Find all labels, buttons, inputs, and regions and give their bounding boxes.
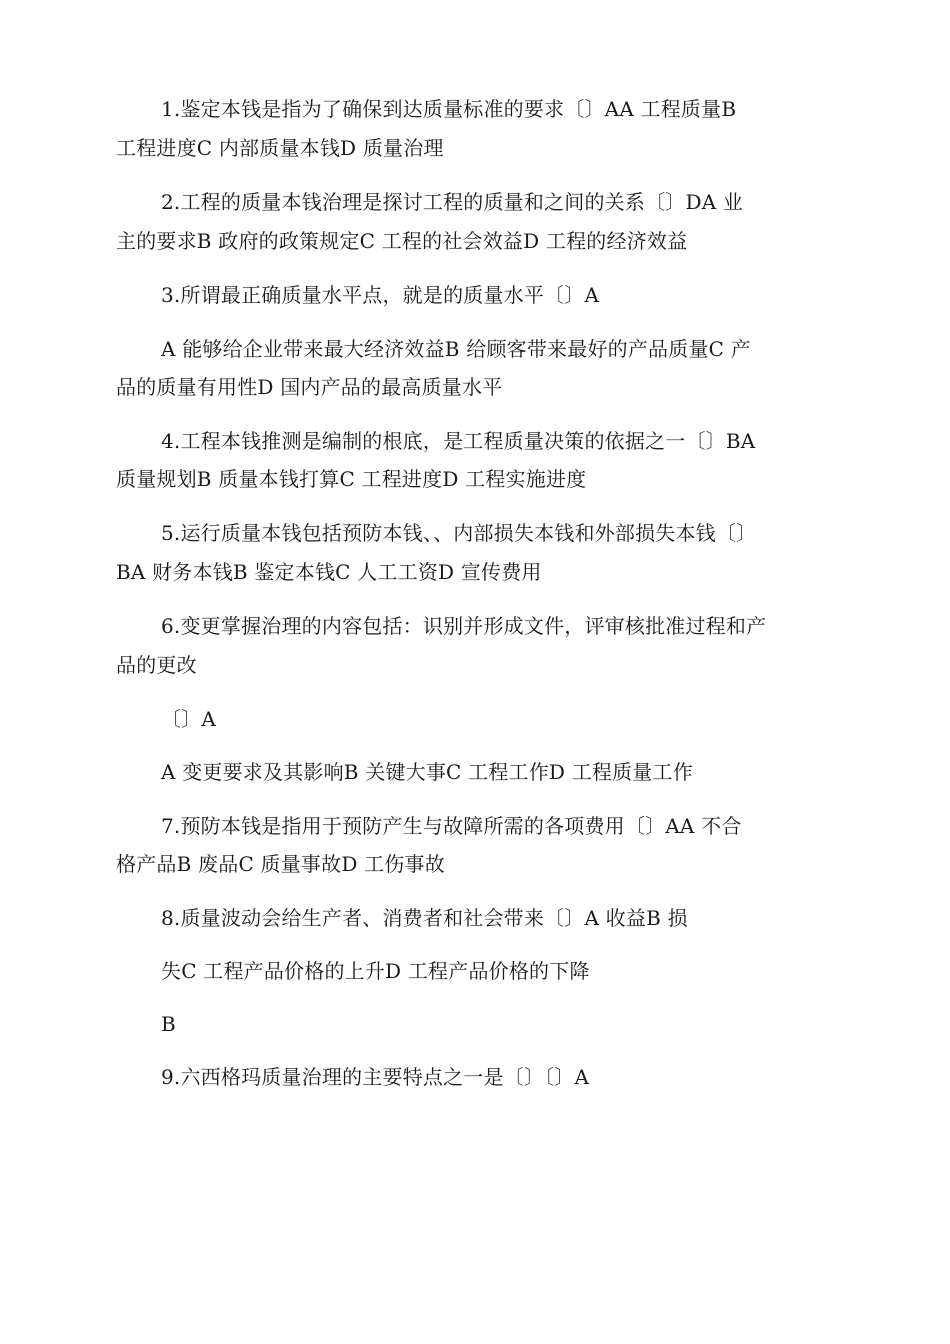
question-1-line-1: 1.鉴定本钱是指为了确保到达质量标准的要求〔〕AA 工程质量B: [161, 97, 737, 121]
question-7-line-1: 7.预防本钱是指用于预防产生与故障所需的各项费用〔〕AA 不合: [161, 814, 742, 838]
question-1-line-2: 工程进度C 内部质量本钱D 质量治理: [116, 136, 444, 160]
question-5-line-2: BA 财务本钱B 鉴定本钱C 人工工资D 宣传费用: [116, 560, 542, 584]
question-3-line-1: 3.所谓最正确质量水平点，就是的质量水平〔〕A: [161, 283, 600, 307]
question-8-line-1: 8.质量波动会给生产者、消费者和社会带来〔〕A 收益B 损: [161, 906, 688, 930]
question-4-line-1: 4.工程本钱推测是编制的根底，是工程质量决策的依据之一〔〕BA: [161, 429, 756, 453]
question-7-line-2: 格产品B 废品C 质量事故D 工伤事故: [116, 852, 445, 876]
question-8-answer: B: [161, 1012, 176, 1036]
question-3-options-line-1: A 能够给企业带来最大经济效益B 给顾客带来最好的产品质量C 产: [161, 337, 751, 361]
question-6-line-1: 6.变更掌握治理的内容包括：识别并形成文件，评审核批准过程和产: [161, 614, 767, 638]
question-4-line-2: 质量规划B 质量本钱打算C 工程进度D 工程实施进度: [116, 467, 587, 491]
question-5-line-1: 5.运行质量本钱包括预防本钱、、内部损失本钱和外部损失本钱〔〕: [161, 521, 757, 545]
question-2-line-2: 主的要求B 政府的政策规定C 工程的社会效益D 工程的经济效益: [116, 229, 688, 253]
question-3-options-line-2: 品的质量有用性D 国内产品的最高质量水平: [116, 375, 503, 399]
question-6-line-2: 品的更改: [116, 653, 197, 677]
question-9-line-1: 9.六西格玛质量治理的主要特点之一是〔〕〔〕A: [161, 1065, 590, 1089]
question-6-options: A 变更要求及其影响B 关键大事C 工程工作D 工程质量工作: [161, 760, 693, 784]
question-6-answer: 〔〕A: [161, 707, 217, 731]
question-8-line-2: 失C 工程产品价格的上升D 工程产品价格的下降: [161, 959, 590, 983]
question-2-line-1: 2.工程的质量本钱治理是探讨工程的质量和之间的关系〔〕DA 业: [161, 190, 744, 214]
